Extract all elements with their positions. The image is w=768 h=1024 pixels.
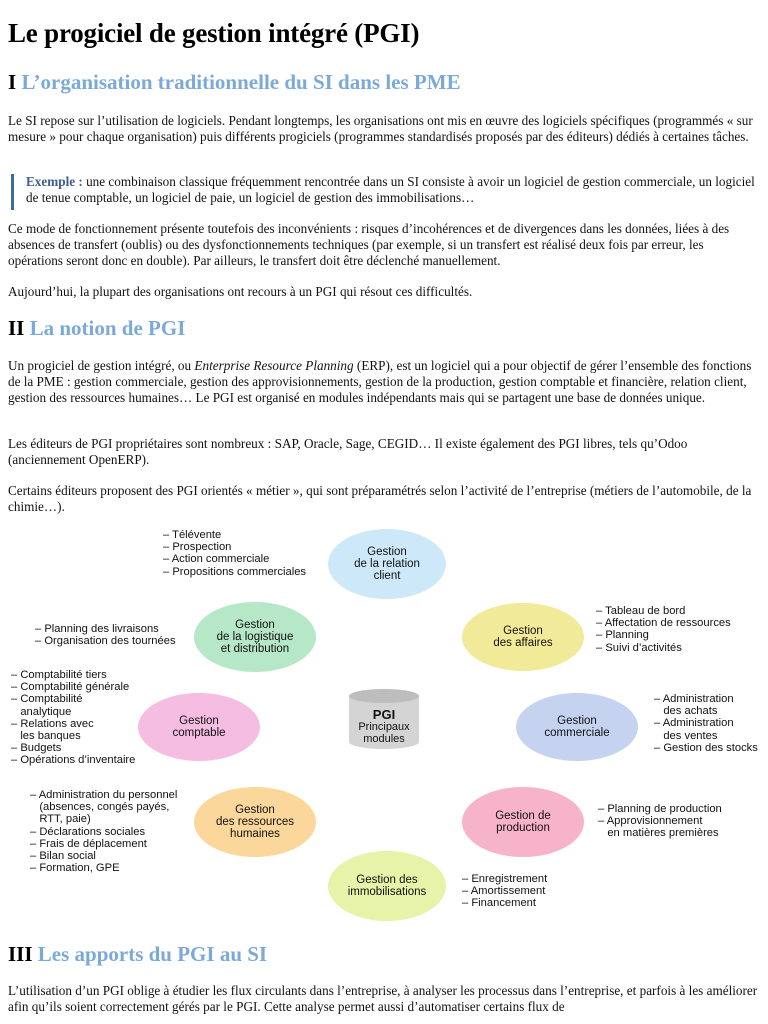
module-label: Gestion des affaires: [493, 625, 553, 649]
module-comptable: [138, 693, 260, 761]
module-item: – Frais de déplacement: [30, 837, 147, 850]
paragraph-part: Un progiciel de gestion intégré, ou: [8, 358, 195, 373]
module-item: les banques: [11, 730, 81, 743]
module-item: – Affectation de ressources: [596, 617, 731, 630]
italic-term: Enterprise Resource Planning: [194, 358, 354, 373]
module-label: Gestion commerciale: [544, 715, 610, 739]
module-label: Gestion des immobilisations: [347, 874, 427, 898]
module-items-production: [598, 803, 722, 840]
pgi-title: PGI: [372, 707, 396, 722]
module-item: – Formation, GPE: [30, 862, 120, 875]
module-item: – Comptabilité: [11, 693, 83, 706]
module-items-relation-client: [163, 529, 306, 578]
module-item: – Approvisionnement: [598, 815, 703, 828]
module-item: (absences, congés payés,: [30, 801, 170, 814]
module-item: RTT, paie): [30, 813, 91, 826]
module-item: – Planning: [596, 629, 649, 642]
paragraph-part: (ERP), est un logiciel qui a pour objectif de gérer l’ensemble des fonctions de la PME : gestion commerciale, gestion des approvisionnements, gestion de la production, gestion comptable et financière, relation client, gestion des ressources humaines… Le PGI est organisé en modules indépendants mais qui se partagent une base de données unique.: [8, 358, 752, 405]
module-items-rh: [30, 789, 177, 874]
section-title: La notion de PGI: [29, 316, 186, 340]
module-label: Gestion de la logistique et distribution: [216, 619, 294, 655]
module-item: – Gestion des stocks: [654, 741, 758, 754]
module-label: Gestion de production: [495, 810, 551, 834]
module-label: Gestion de la relation client: [354, 546, 420, 582]
module-item: – Comptabilité générale: [11, 681, 130, 694]
pgi-modules-diagram: [0, 525, 768, 925]
module-item: – Budgets: [11, 742, 62, 755]
module-item: analytique: [11, 705, 72, 718]
module-items-immobilisations: [462, 873, 547, 910]
module-item: – Amortissement: [462, 885, 546, 898]
paragraph: Les éditeurs de PGI propriétaires sont nombreux : SAP, Oracle, Sage, CEGID… Il existe également des PGI libres, tels qu’Odoo (anciennement OpenERP).: [8, 436, 688, 467]
pgi-subtitle: Principaux modules: [358, 721, 410, 745]
module-commerciale: [516, 693, 638, 761]
module-items-comptable: [11, 669, 135, 767]
module-item: des ventes: [654, 729, 718, 742]
module-items-affaires: [596, 605, 731, 654]
section-heading-3: [8, 942, 267, 967]
example-label: Exemple :: [26, 174, 83, 189]
page-title: Le progiciel de gestion intégré (PGI): [8, 18, 420, 48]
paragraph: [8, 358, 760, 406]
section-heading-2: [8, 316, 185, 341]
module-label: Gestion des ressources humaines: [216, 804, 294, 840]
module-item: – Enregistrement: [462, 873, 548, 885]
module-item: – Relations avec: [11, 717, 94, 730]
module-item: – Planning de production: [598, 803, 722, 815]
module-item: – Financement: [462, 897, 537, 910]
module-immobilisations: [328, 851, 446, 921]
section-number: II: [8, 316, 25, 340]
module-item: des achats: [654, 705, 718, 718]
section-heading-1: [8, 70, 461, 95]
module-logistique: [194, 602, 316, 672]
pgi-center-label: [343, 709, 425, 745]
module-rh: [194, 787, 316, 857]
paragraph: Aujourd’hui, la plupart des organisations ont recours à un PGI qui résout ces difficultés.: [8, 284, 473, 299]
module-item: – Bilan social: [30, 850, 96, 863]
paragraph: Certains éditeurs proposent des PGI orientés « métier », qui sont préparamétrés selon l’activité de l’entreprise (métiers de l’automobile, de la chimie…).: [8, 483, 752, 514]
module-production: [462, 787, 584, 857]
module-item: – Administration: [654, 717, 734, 730]
module-item: – Tableau de bord: [596, 605, 686, 617]
section-title: L’organisation traditionnelle du SI dans les PME: [21, 70, 461, 94]
section-title: Les apports du PGI au SI: [37, 942, 268, 966]
module-item: – Planning des livraisons: [35, 623, 159, 635]
module-item: – Opérations d’inventaire: [11, 754, 136, 767]
module-item: – Propositions commerciales: [163, 565, 307, 578]
module-item: – Télévente: [163, 529, 222, 541]
paragraph: Ce mode de fonctionnement présente toutefois des inconvénients : risques d’incohérences et de divergences dans les données, liées à des absences de transfert (oublis) ou des dysfonctionnements techniques (par exemple, si un transfert est réalisé deux fois par erreur, les opérations seront donc en double). Par ailleurs, le transfert doit être déclenché manuellement.: [8, 221, 730, 268]
module-item: – Prospection: [163, 541, 232, 554]
module-item: en matières premières: [598, 827, 719, 840]
module-items-logistique: [35, 623, 176, 647]
example-block: [11, 174, 759, 210]
module-item: – Suivi d’activités: [596, 641, 682, 654]
module-item: – Organisation des tournées: [35, 635, 176, 648]
module-affaires: [462, 603, 584, 671]
paragraph: Le SI repose sur l’utilisation de logiciels. Pendant longtemps, les organisations ont mis en œuvre des logiciels spécifiques (programmés « sur mesure » pour chaque organisation) puis différents progiciels (programmes standardisés proposés par des éditeurs) dédiés à certaines tâches.: [8, 113, 753, 144]
module-relation-client: [328, 529, 446, 599]
module-item: – Administration du personnel: [30, 789, 178, 801]
module-item: – Action commerciale: [163, 553, 270, 566]
module-label: Gestion comptable: [172, 715, 226, 739]
paragraph: L’utilisation d’un PGI oblige à étudier les flux circulants dans l’entreprise, à analyser les processus dans l’entreprise, et parfois à les améliorer afin qu’ils soient correctement gérés par le PGI. Cette analyse permet aussi d’automatiser certains flux de: [8, 983, 758, 1014]
example-text: une combinaison classique fréquemment rencontrée dans un SI consiste à avoir un logiciel de gestion commerciale, un logiciel de tenue comptable, un logiciel de paie, un logiciel de gestion des immobilisations…: [26, 174, 755, 205]
module-item: – Administration: [654, 693, 734, 705]
module-item: – Déclarations sociales: [30, 825, 146, 838]
section-number: I: [8, 70, 17, 94]
module-items-commerciale: [654, 693, 758, 754]
section-number: III: [8, 942, 33, 966]
module-item: – Comptabilité tiers: [11, 669, 107, 681]
